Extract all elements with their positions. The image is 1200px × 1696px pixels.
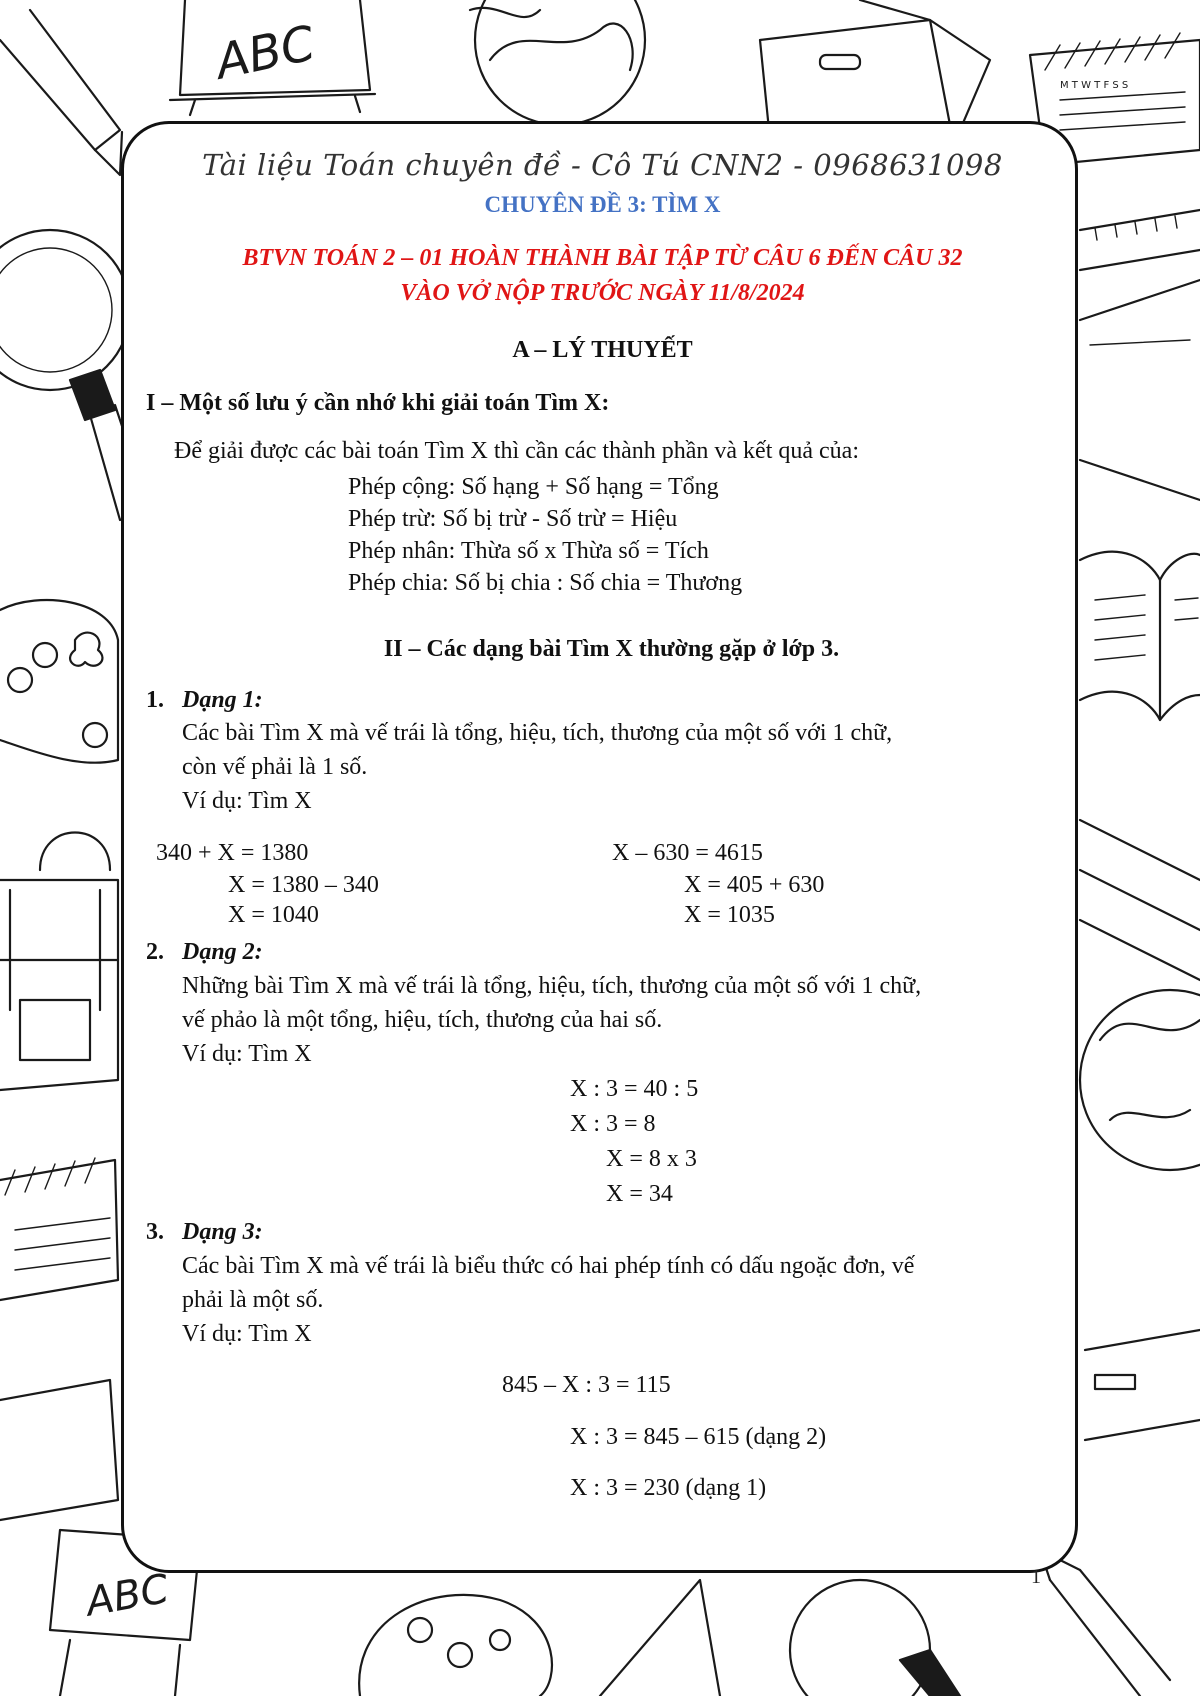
type2-step4: X = 34: [606, 1181, 673, 1207]
type2-desc-line2: vế phảo là một tổng, hiệu, tích, thương của hai số.: [182, 1007, 663, 1033]
type1-desc-line2: còn vế phải là 1 số.: [182, 754, 368, 780]
globe-doodle-bottom: [790, 1580, 960, 1696]
type3-step3: X : 3 = 230 (dạng 1): [570, 1475, 767, 1501]
document-header: Tài liệu Toán chuyên đề - Cô Tú CNN2 - 0968631098: [202, 148, 1003, 182]
content-card: [121, 121, 1078, 1573]
type1-right-step3: X = 1035: [684, 902, 775, 928]
svg-text:ABC: ABC: [82, 1565, 173, 1626]
part1-intro: Để giải được các bài toán Tìm X thì cần các thành phần và kết quả của:: [174, 438, 859, 464]
rule-multiplication: Phép nhân: Thừa số x Thừa số = Tích: [348, 538, 709, 564]
type2-title: Dạng 2:: [182, 939, 263, 965]
backpack-doodle-left: [0, 833, 118, 1091]
type1-left-step3: X = 1040: [228, 902, 319, 928]
palette-doodle-bottom: [359, 1595, 552, 1696]
homework-notice-line1: BTVN TOÁN 2 – 01 HOÀN THÀNH BÀI TẬP TỪ CÂU 6 ĐẾN CÂU 32: [242, 245, 963, 271]
type1-right-step2: X = 405 + 630: [684, 872, 825, 898]
pencil-doodle-top-left: [0, 10, 122, 175]
type1-left-step1: 340 + X = 1380: [156, 840, 309, 866]
rule-division: Phép chia: Số bị chia : Số chia = Thương: [348, 570, 743, 596]
type3-number: 3.: [146, 1219, 164, 1245]
chapter-title: CHUYÊN ĐỀ 3: TÌM X: [484, 192, 721, 217]
type1-right-step1: X – 630 = 4615: [612, 840, 763, 866]
bag-doodle-left: [0, 1380, 118, 1520]
type2-step2: X : 3 = 8: [570, 1111, 656, 1137]
rule-subtraction: Phép trừ: Số bị trừ - Số trừ = Hiệu: [348, 506, 678, 532]
palette-doodle-left: [0, 600, 118, 763]
globe-doodle-right: [1080, 990, 1200, 1170]
type1-example-label: Ví dụ: Tìm X: [182, 788, 312, 814]
type3-step2: X : 3 = 845 – 615 (dạng 2): [570, 1424, 827, 1450]
triangle-ruler-doodle-bottom: [600, 1580, 720, 1696]
type2-example-label: Ví dụ: Tìm X: [182, 1041, 312, 1067]
type2-desc-line1: Những bài Tìm X mà vế trái là tổng, hiệu, tích, thương của một số với 1 chữ,: [182, 973, 922, 999]
chalkboard-doodle-top: [170, 0, 375, 115]
type3-example-label: Ví dụ: Tìm X: [182, 1321, 312, 1347]
type1-left-step2: X = 1380 – 340: [228, 872, 379, 898]
type2-step3: X = 8 x 3: [606, 1146, 697, 1172]
briefcase-doodle-right: [1085, 1330, 1200, 1440]
globe-doodle-top: [470, 0, 645, 125]
type2-step1: X : 3 = 40 : 5: [570, 1076, 699, 1102]
page-number: 1: [1031, 1566, 1041, 1588]
section-a-heading: A – LÝ THUYẾT: [512, 337, 693, 363]
part1-heading: I – Một số lưu ý cần nhớ khi giải toán Tìm X:: [146, 390, 610, 416]
type3-step1: 845 – X : 3 = 115: [502, 1372, 671, 1398]
type1-title: Dạng 1:: [182, 687, 263, 713]
type2-number: 2.: [146, 939, 164, 965]
notebook-doodle-right: [1080, 280, 1200, 500]
type3-desc-line1: Các bài Tìm X mà vế trái là biểu thức có hai phép tính có dấu ngoặc đơn, vế: [182, 1253, 915, 1279]
pencil-doodle-bottom-right: [1040, 1550, 1170, 1696]
calendar-doodle-left: [0, 1158, 118, 1300]
bag-doodle-top: [760, 0, 990, 140]
type3-desc-line2: phải là một số.: [182, 1287, 324, 1313]
part2-heading: II – Các dạng bài Tìm X thường gặp ở lớp 3.: [383, 636, 840, 662]
rule-addition: Phép cộng: Số hạng + Số hạng = Tổng: [348, 474, 719, 500]
svg-text:ABC: ABC: [210, 15, 320, 91]
type1-number: 1.: [146, 687, 164, 713]
pencil-doodle-right: [1080, 820, 1200, 980]
homework-notice-line2: VÀO VỞ NỘP TRƯỚC NGÀY 11/8/2024: [400, 280, 805, 306]
type3-title: Dạng 3:: [182, 1219, 263, 1245]
ruler-doodle-right: [1080, 210, 1200, 270]
type1-desc-line1: Các bài Tìm X mà vế trái là tổng, hiệu, tích, thương của một số với 1 chữ,: [182, 720, 893, 746]
svg-text:M T W T F S S: M T W T F S S: [1060, 80, 1129, 91]
